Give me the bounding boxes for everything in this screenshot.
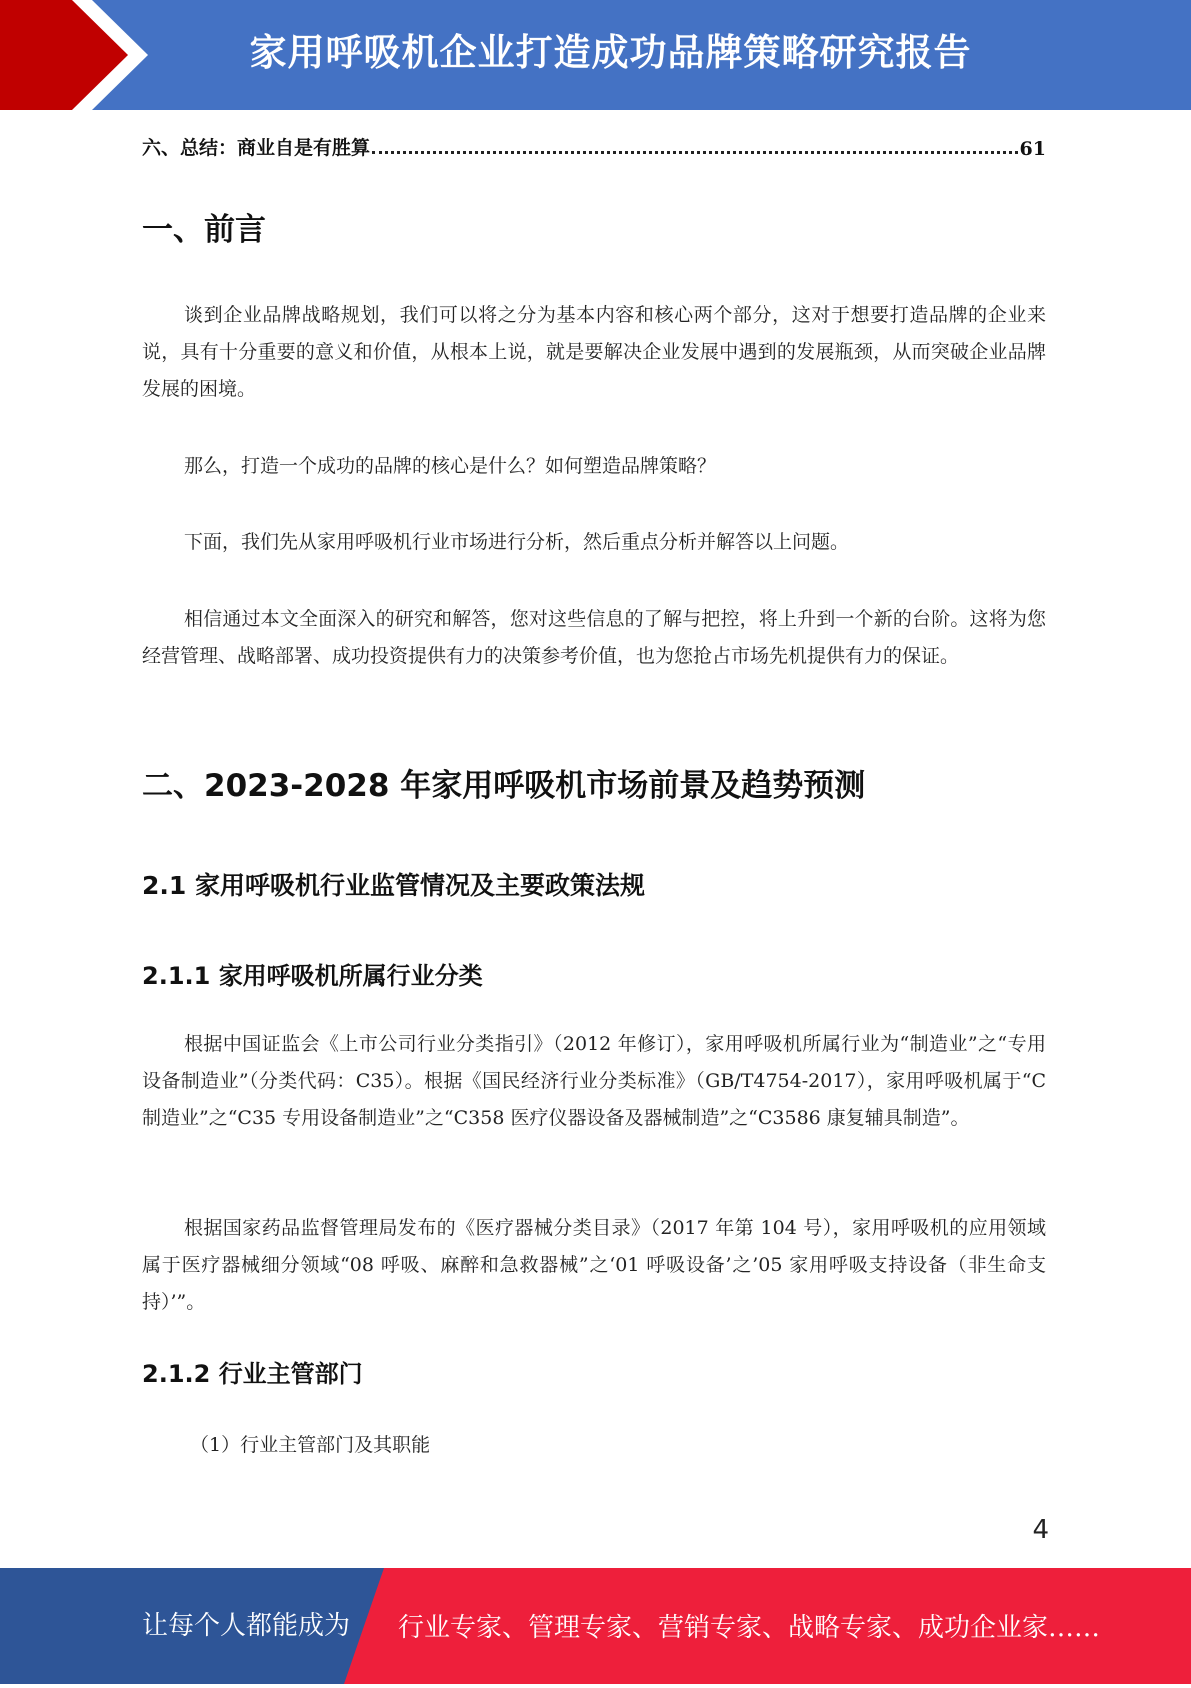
toc-entry[interactable] — [142, 130, 1046, 160]
classification-paragraph-2: 根据国家药品监督管理局发布的《医疗器械分类目录》（2017 年第 104 号），家用呼吸机的应用领域属于医疗器械细分领域“08 呼吸、麻醉和急救器械”之‘01 呼吸设备’之’05 家用呼吸支持设备（非生命支持）’”。 — [142, 1217, 1046, 1313]
page-number: 4 — [1032, 1515, 1049, 1545]
intro-paragraph-2: 那么，打造一个成功的品牌的核心是什么？如何塑造品牌策略？ — [184, 455, 717, 477]
section-2-heading: 二、2023-2028 年家用呼吸机市场前景及趋势预测 — [142, 768, 866, 804]
page-footer — [0, 1568, 1191, 1684]
list-item-authority: （1）行业主管部门及其职能 — [190, 1434, 431, 1456]
intro-paragraph-4: 相信通过本文全面深入的研究和解答，您对这些信息的了解与把控，将上升到一个新的台阶。这将为您经营管理、战略部署、成功投资提供有力的决策参考价值，也为您抢占市场先机提供有力的保证。 — [142, 608, 1046, 667]
section-2-1-2-heading: 2.1.2 行业主管部门 — [142, 1360, 363, 1388]
footer-slogan-left: 让每个人都能成为 — [142, 1611, 351, 1641]
section-1-heading: 一、前言 — [142, 212, 266, 248]
intro-paragraph-3: 下面，我们先从家用呼吸机行业市场进行分析，然后重点分析并解答以上问题。 — [184, 531, 850, 553]
section-2-1-heading: 2.1 家用呼吸机行业监管情况及主要政策法规 — [142, 871, 645, 900]
footer-slogan-right: 行业专家、管理专家、营销专家、战略专家、成功企业家…… — [398, 1613, 1101, 1643]
toc-leader-dots — [372, 151, 1018, 154]
intro-paragraph-1: 谈到企业品牌战略规划，我们可以将之分为基本内容和核心两个部分，这对于想要打造品牌的企业来说，具有十分重要的意义和价值，从根本上说，就是要解决企业发展中遇到的发展瓶颈，从而突破企业品牌发展的困境。 — [142, 304, 1046, 400]
section-2-1-1-heading: 2.1.1 家用呼吸机所属行业分类 — [142, 962, 483, 990]
report-title: 家用呼吸机企业打造成功品牌策略研究报告 — [249, 31, 972, 74]
page-header — [0, 0, 1191, 110]
classification-paragraph-1: 根据中国证监会《上市公司行业分类指引》（2012 年修订），家用呼吸机所属行业为“制造业”之“专用设备制造业”（分类代码：C35）。根据《国民经济行业分类标准》（GB/T4754-2017），家用呼吸机属于“C 制造业”之“C35 专用设备制造业”之“C358 医疗仪器设备及器械制造”之“C3586 康复辅具制造”。 — [142, 1033, 1046, 1129]
toc-entry-page: 61 — [1019, 138, 1046, 160]
toc-entry-label: 六、总结：商业自是有胜算 — [142, 137, 371, 159]
